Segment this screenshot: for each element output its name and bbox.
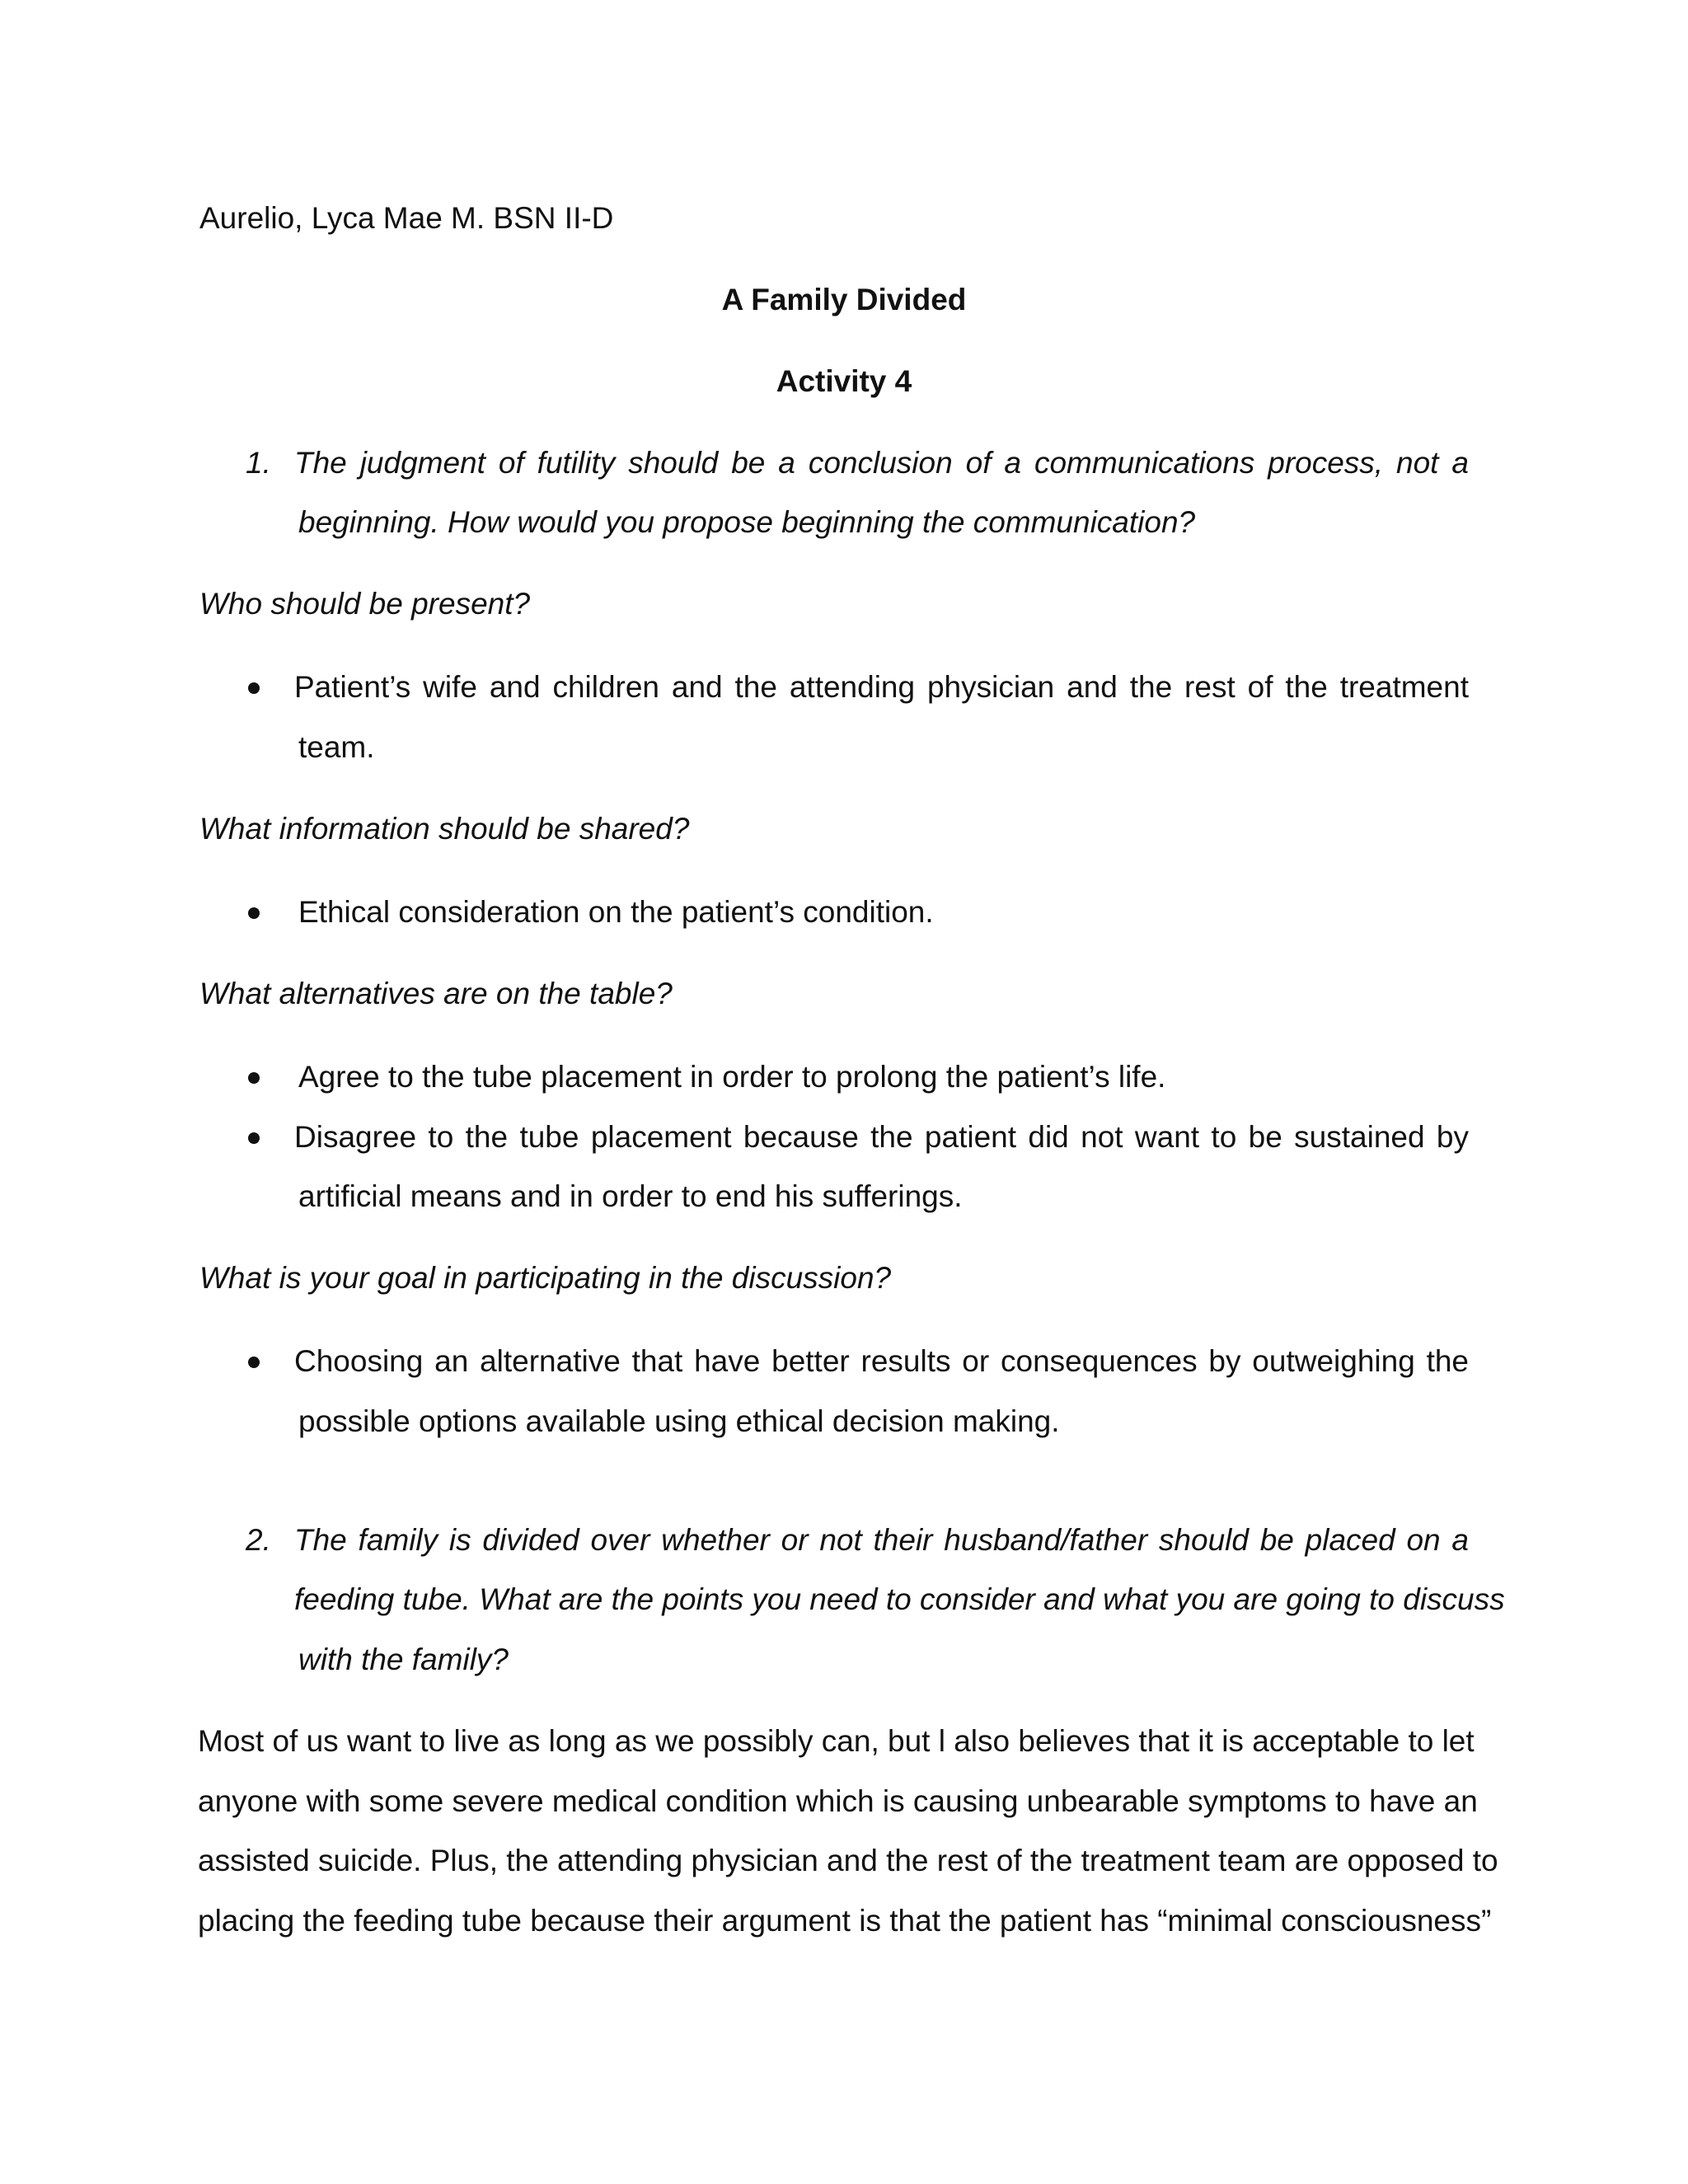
goal-answer-line-1: Choosing an alternative that have better results or consequences by outweighing the [294,1344,1469,1378]
answer-line-2: anyone with some severe medical condition which is causing unbearable symptoms to have an [198,1784,1478,1818]
author-line: Aurelio, Lyca Mae M. BSN II-D [199,201,614,235]
info-prompt: What information should be shared? [199,812,690,846]
question-2-number: 2. [246,1523,271,1557]
alternative-2-line-1: Disagree to the tube placement because the patient did not want to be sustained by [294,1120,1469,1154]
bullet-icon [248,907,260,919]
alternatives-prompt: What alternatives are on the table? [199,977,673,1010]
who-prompt: Who should be present? [199,587,531,621]
question-1-number: 1. [246,446,271,480]
question-2-line-2: feeding tube. What are the points you need to consider and what you are going to discuss [294,1582,1505,1616]
question-1-line-1: The judgment of futility should be a conclusion of a communications process, not a [294,446,1469,480]
document-title: A Family Divided [721,283,967,316]
activity-heading: Activity 4 [776,364,912,398]
question-2-line-3: with the family? [298,1643,509,1676]
info-answer: Ethical consideration on the patient’s condition. [298,895,934,929]
answer-line-4: placing the feeding tube because their argument is that the patient has “minimal consciousness” [198,1904,1492,1938]
alternative-1: Agree to the tube placement in order to prolong the patient’s life. [298,1060,1166,1094]
alternative-2-line-2: artificial means and in order to end his sufferings. [298,1179,963,1213]
bullet-icon [248,682,260,694]
bullet-icon [248,1357,260,1368]
who-answer-line-1: Patient’s wife and children and the attending physician and the rest of the treatment [294,670,1469,704]
question-2-line-1: The family is divided over whether or not their husband/father should be placed on a [294,1523,1469,1557]
answer-line-1: Most of us want to live as long as we possibly can, but l also believes that it is acceptable to let [198,1724,1475,1758]
question-1-line-2: beginning. How would you propose beginning the communication? [298,505,1196,539]
answer-line-3: assisted suicide. Plus, the attending physician and the rest of the treatment team are opposed to [198,1844,1498,1877]
bullet-icon [248,1072,260,1084]
bullet-icon [248,1132,260,1144]
goal-answer-line-2: possible options available using ethical decision making. [298,1404,1060,1438]
goal-prompt: What is your goal in participating in the discussion? [199,1261,892,1295]
who-answer-line-2: team. [298,730,375,764]
